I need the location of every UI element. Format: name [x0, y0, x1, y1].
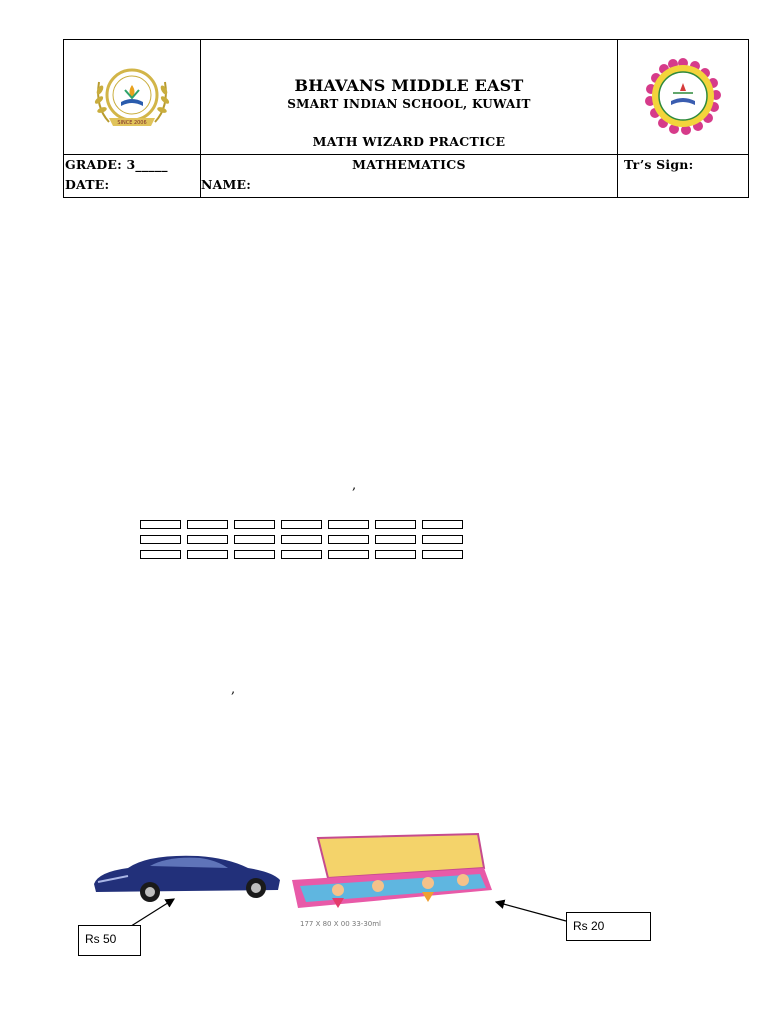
pencil-box-price-label: Rs 20 — [573, 919, 605, 933]
car-price-box — [78, 925, 141, 956]
teacher-sign-label: Tr’s Sign: — [624, 157, 694, 172]
subject-label: MATHEMATICS — [352, 157, 466, 172]
comma-mark-2: , — [231, 682, 236, 697]
practice-title: MATH WIZARD PRACTICE — [312, 134, 506, 149]
svg-text:177 X 80 X 00 33-30ml: 177 X 80 X 00 33-30ml — [300, 920, 381, 928]
date-label: DATE: — [65, 177, 110, 192]
comma-mark-1: , — [352, 478, 357, 493]
name-label: NAME: — [201, 177, 252, 192]
svg-text:SINCE 2006: SINCE 2006 — [117, 120, 147, 126]
grade-label: GRADE: 3_____ — [65, 157, 168, 172]
school-name: BHAVANS MIDDLE EAST — [294, 76, 524, 95]
school-subtitle: SMART INDIAN SCHOOL, KUWAIT — [287, 97, 531, 111]
car-price-label: Rs 50 — [85, 932, 117, 946]
car-arrow — [128, 899, 174, 928]
pencil-box-price-box — [566, 912, 651, 941]
pencil-box-arrow — [496, 902, 566, 921]
